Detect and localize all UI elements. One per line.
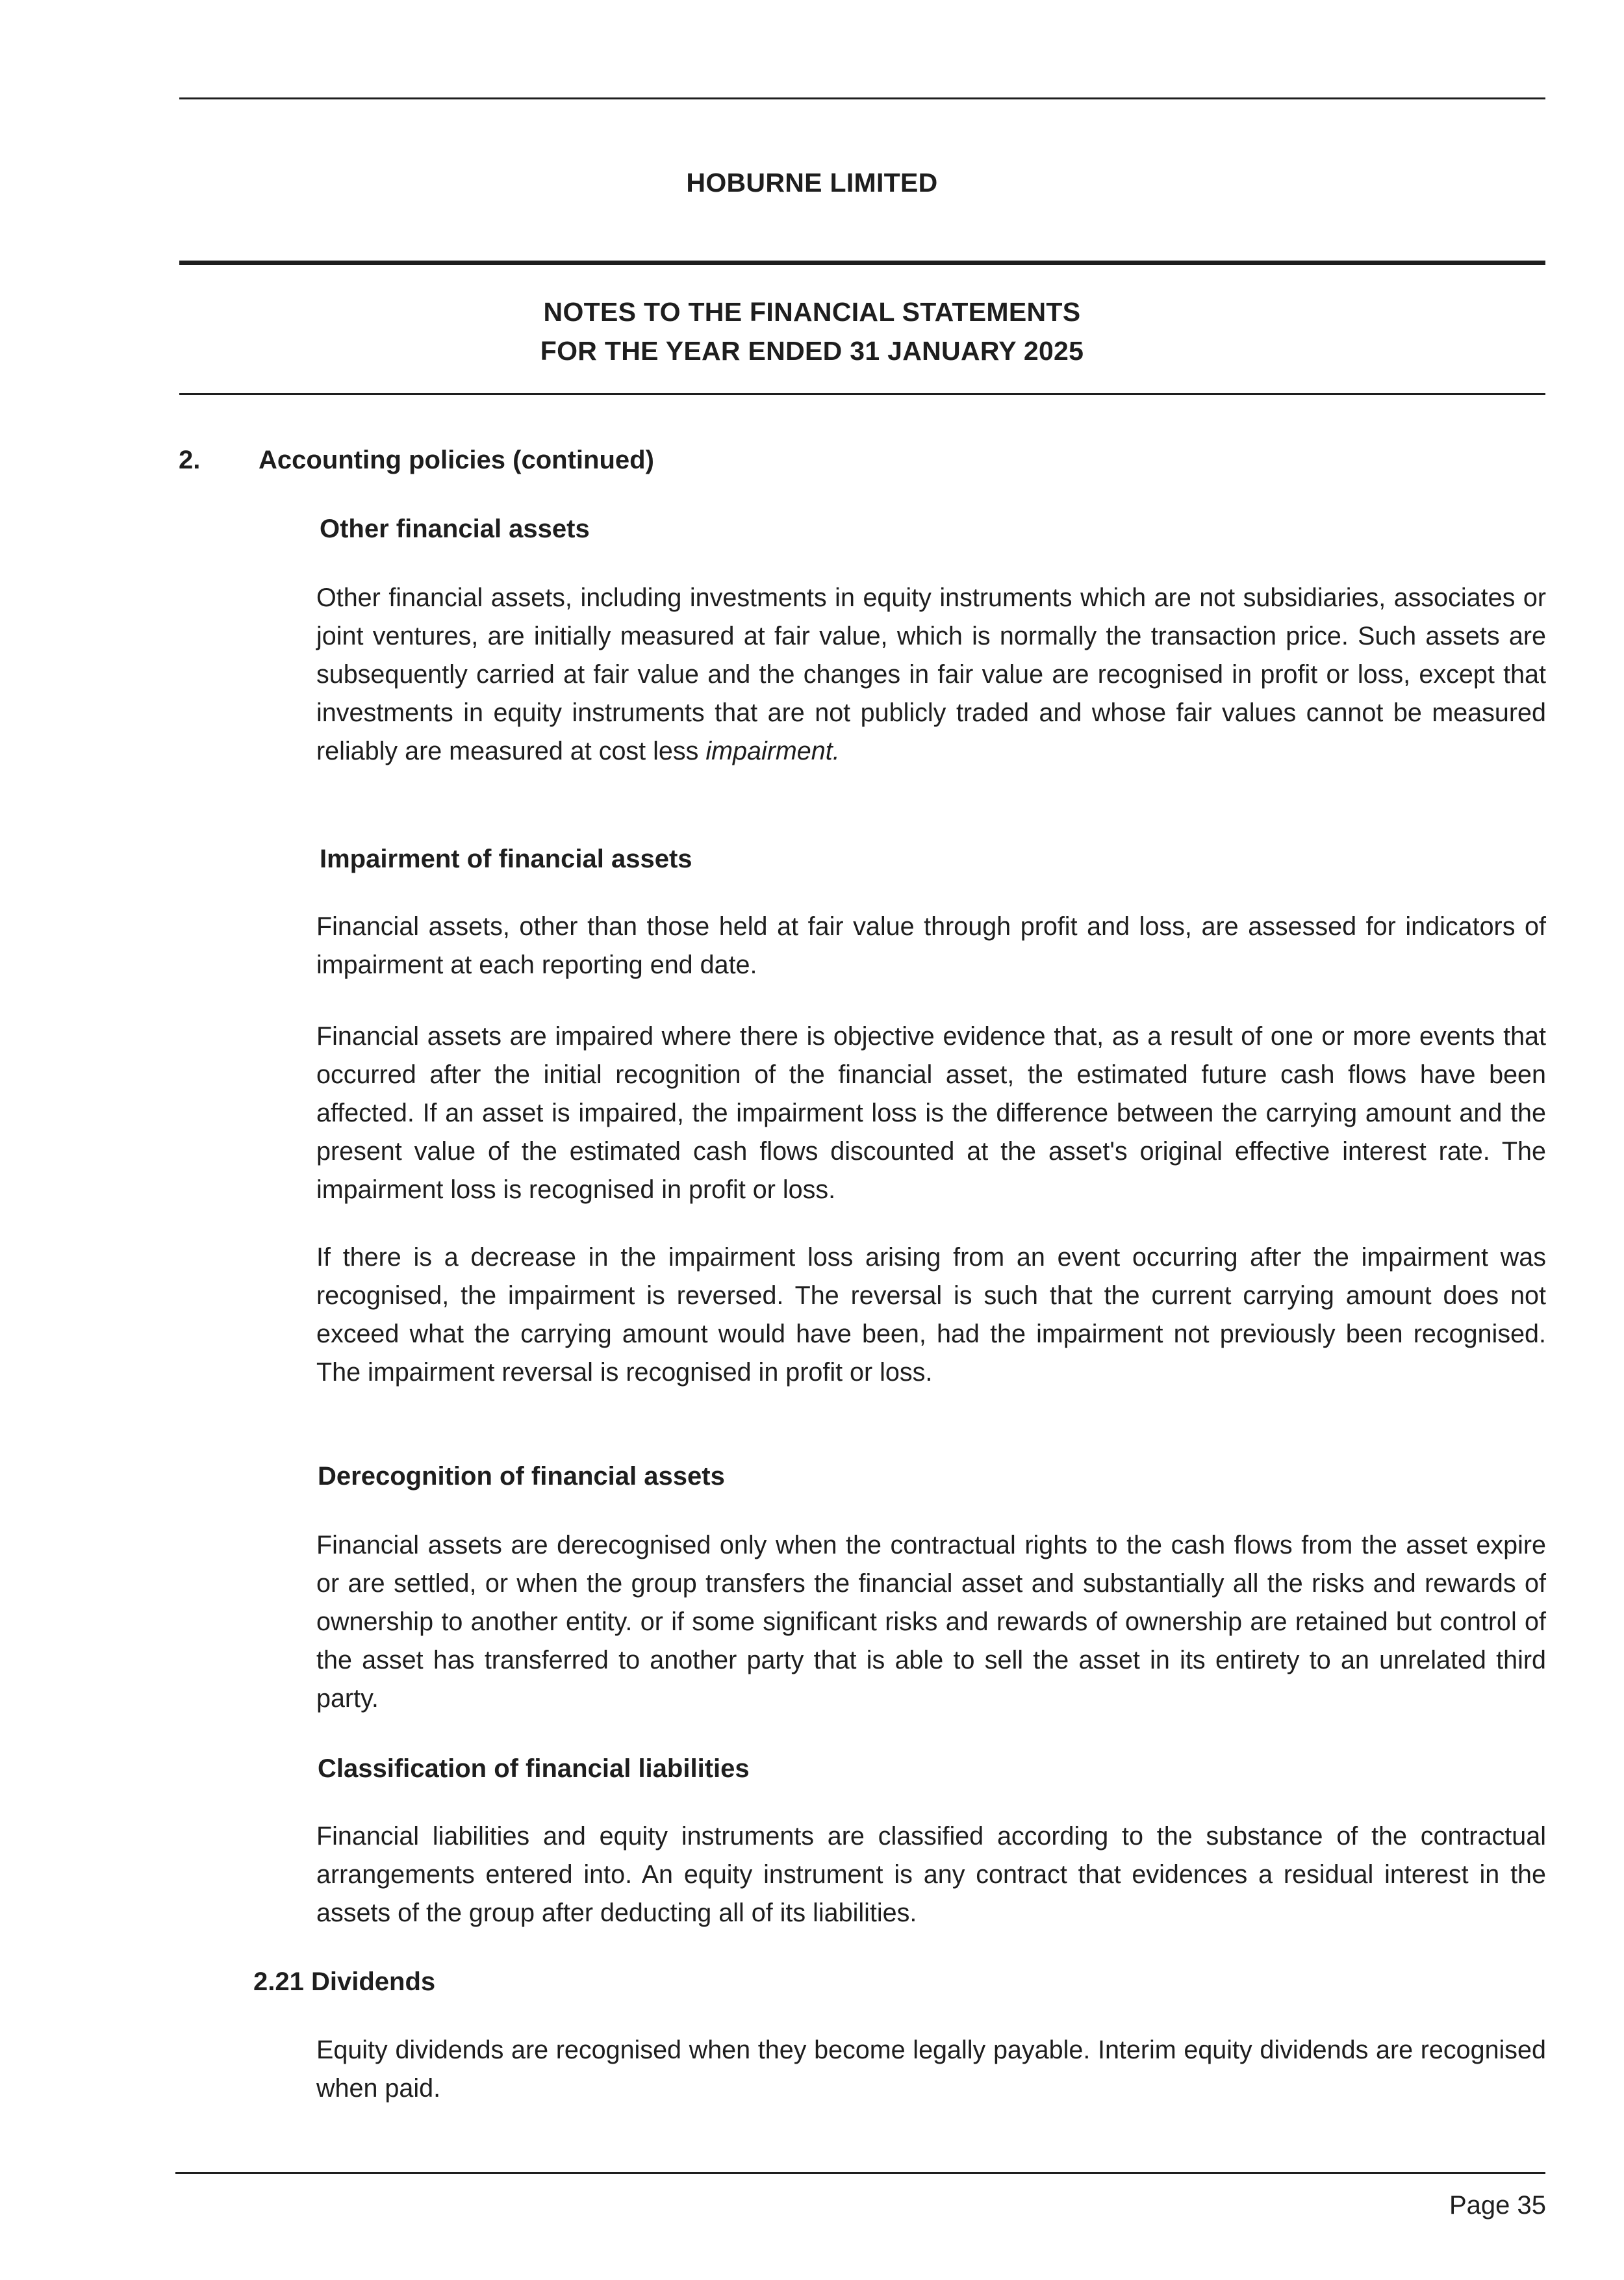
paragraph-impairment-2: Financial assets are impaired where there is objective evidence that, as a result of one or more events that occurred after the initial recognition of the financial asset, the estimated future cash flows have been affected. If an asset is impaired, the impairment loss is the difference between the carrying amount and the present value of the estimated cash flows discounted at the asset's original effective interest rate. The impairment loss is recognised in profit or loss. (316, 1022, 1546, 1204)
subheading-derecognition: Derecognition of financial assets (318, 1462, 725, 1491)
subheading-other-financial-assets: Other financial assets (320, 515, 590, 543)
section-title: Accounting policies (continued) (259, 446, 654, 474)
paragraph-impairment-1: Financial assets, other than those held at fair value through profit and loss, are assessed for indicators of impairment at each reporting end date. (316, 912, 1546, 979)
subheading-dividends: 2.21 Dividends (253, 1967, 436, 1996)
paragraph-impairment-3: If there is a decrease in the impairment loss arising from an event occurring after the impairment was recognised, the impairment is reversed. The reversal is such that the current carrying amount does not exceed what the carrying amount would have been, had the impairment not previously been recognised. The impairment reversal is recognised in profit or loss. (316, 1243, 1546, 1387)
header-bottom-rule (179, 393, 1545, 395)
section-number: 2. (179, 446, 201, 474)
header-top-rule (179, 97, 1545, 99)
statement-title: NOTES TO THE FINANCIAL STATEMENTS (543, 297, 1081, 327)
footer-rule (175, 2172, 1545, 2174)
company-name: HOBURNE LIMITED (686, 168, 938, 198)
subheading-impairment: Impairment of financial assets (320, 845, 692, 873)
paragraph-derecognition: Financial assets are derecognised only when the contractual rights to the cash flows from the asset expire or are settled, or when the group transfers the financial asset and substantially all the risks and rewards of ownership to another entity. or if some significant risks and rewards of ownership are retained but control of the asset has transferred to another party that is able to sell the asset in its entirety to an unrelated third party. (316, 1531, 1546, 1713)
paragraph-other-financial-assets (316, 579, 1546, 771)
statement-period: FOR THE YEAR ENDED 31 JANUARY 2025 (540, 336, 1084, 366)
paragraph-italic-text: impairment. (705, 737, 840, 765)
paragraph-text: Other financial assets, including investments in equity instruments which are not subsidiaries, associates or joint ventures, are initially measured at fair value, which is normally the transaction price. Such assets are subsequently carried at fair value and the changes in fair value are recognised in profit or loss, except that investments in equity instruments that are not publicly traded and whose fair values cannot be measured reliably are measured at cost less (316, 583, 1546, 765)
subheading-classification: Classification of financial liabilities (318, 1754, 750, 1783)
paragraph-classification: Financial liabilities and equity instruments are classified according to the substance of the contractual arrangements entered into. An equity instrument is any contract that evidences a residual interest in the assets of the group after deducting all of its liabilities. (316, 1822, 1546, 1927)
paragraph-dividends: Equity dividends are recognised when they become legally payable. Interim equity dividends are recognised when paid. (316, 2036, 1546, 2103)
header-thick-rule (179, 261, 1545, 265)
page-number: Page 35 (1449, 2191, 1546, 2220)
